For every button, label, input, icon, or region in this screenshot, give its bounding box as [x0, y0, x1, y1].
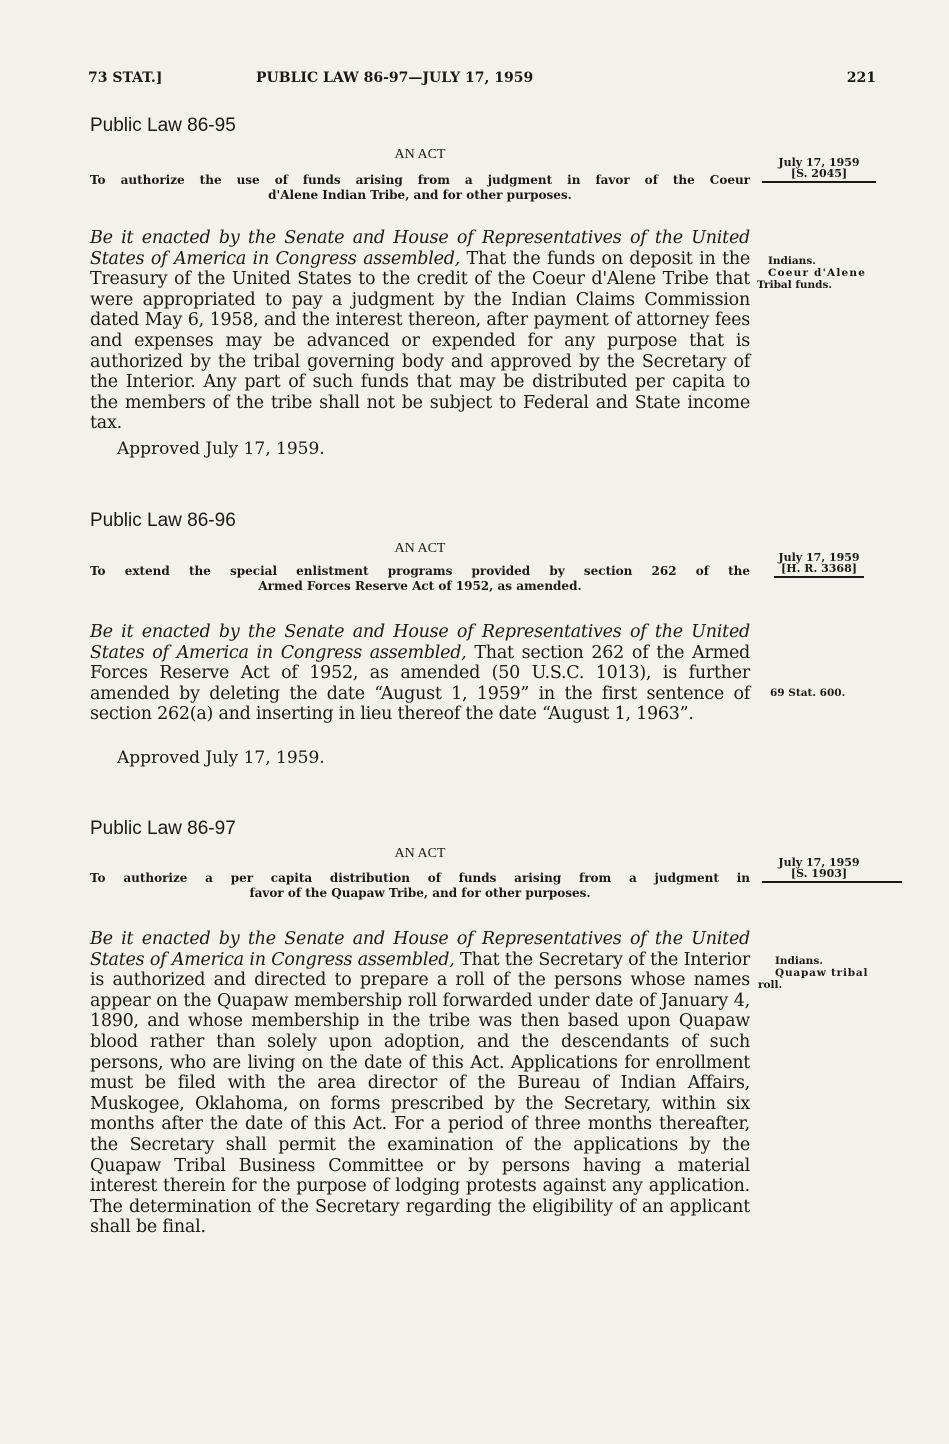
margin-note-line: Coeur d'Alene	[768, 267, 867, 279]
purpose-86-96	[90, 564, 750, 594]
purpose-line-1: To extend the special enlistment programs provided by section 262 of the	[90, 564, 750, 578]
margin-note-line: Tribal funds.	[757, 279, 833, 291]
body-86-97	[90, 929, 750, 1238]
purpose-line-2: favor of the Quapaw Tribe, and for other purposes.	[249, 886, 591, 900]
body-text: That section 262 of the Armed Forces Reserve Act of 1952, as amended (50 U.S.C. 1013), is further amended by deleting the date “August 1, 1959” in the first sentence of section 262(a) and inserting in lieu thereof the date “August 1, 1963”.	[90, 642, 750, 725]
enacting-clause: Be it enacted by the Senate and House of Representatives of the United States of America in Congress assembled,	[90, 929, 750, 970]
margin-note-86-97	[758, 955, 869, 991]
purpose-line-1: To authorize the use of funds arising from a judgment in favor of the Coeur	[90, 173, 750, 187]
approved-86-96: Approved July 17, 1959.	[117, 748, 325, 768]
date-note-date: July 17, 1959	[778, 551, 860, 564]
enacting-clause: Be it enacted by the Senate and House of Representatives of the United States of America in Congress assembled,	[90, 228, 750, 269]
body-86-95	[90, 228, 750, 434]
margin-note-86-96: 69 Stat. 600.	[770, 687, 846, 699]
purpose-line-2: Armed Forces Reserve Act of 1952, as amended.	[258, 579, 582, 593]
page-number: 221	[846, 70, 876, 86]
an-act-heading-86-95: AN ACT	[394, 147, 446, 162]
date-note-date: July 17, 1959	[778, 156, 860, 169]
date-note-86-97	[762, 857, 876, 883]
date-note-rule	[774, 576, 864, 578]
purpose-line-2: d'Alene Indian Tribe, and for other purposes.	[268, 188, 572, 202]
margin-note-line: Quapaw tribal	[775, 967, 869, 979]
date-note-86-96	[762, 552, 876, 578]
an-act-heading-86-96: AN ACT	[394, 541, 446, 556]
body-text: That the Secretary of the Interior is authorized and directed to prepare a roll of the persons whose names appear on the Quapaw membership roll forwarded under date of January 4, 1890, and whose membership in the tribe was then based upon Quapaw blood rather than solely upon adoption, and the descendants of such persons, who are living on the date of this Act. Applications for enrollment must be filed with the area director of the Bureau of Indian Affairs, Muskogee, Oklahoma, on forms prescribed by the Secretary, within six months after the date of this Act. For a period of three months thereafter, the Secretary shall permit the examination of the applications by the Quapaw Tribal Business Committee or by persons having a material interest therein for the purpose of lodging protests against any application. The determination of the Secretary regarding the eligibility of an applicant shall be final.	[90, 949, 751, 1238]
date-note-bill: [H. R. 3368]	[781, 562, 857, 575]
approved-86-95: Approved July 17, 1959.	[117, 439, 325, 459]
purpose-line-1: To authorize a per capita distribution of funds arising from a judgment in	[90, 871, 750, 885]
running-title: PUBLIC LAW 86-97—JULY 17, 1959	[256, 70, 534, 86]
law-title-86-97: Public Law 86-97	[90, 818, 236, 839]
date-note-rule	[762, 881, 902, 883]
body-86-96	[90, 622, 750, 725]
an-act-heading-86-97: AN ACT	[394, 846, 446, 861]
margin-note-86-95	[757, 255, 867, 291]
volume-citation: 73 STAT.]	[88, 70, 163, 86]
date-note-86-95	[762, 157, 876, 183]
purpose-86-95	[90, 173, 750, 203]
date-note-date: July 17, 1959	[778, 856, 860, 869]
date-note-bill: [S. 1903]	[790, 867, 848, 880]
body-text: That the funds on deposit in the Treasury of the United States to the credit of the Coeur d'Alene Tribe that were appropriated to pay a judgment by the Indian Claims Commission dated May 6, 1958, and the interest thereon, after payment of attorney fees and expenses may be advanced or expended for any purpose that is authorized by the tribal governing body and approved by the Secretary of the Interior. Any part of such funds that may be distributed per capita to the members of the tribe shall not be subject to Federal and State income tax.	[90, 248, 751, 434]
date-note-rule	[762, 181, 876, 183]
law-title-86-95: Public Law 86-95	[90, 115, 236, 136]
margin-note-line: Indians.	[775, 955, 823, 967]
enacting-clause: Be it enacted by the Senate and House of Representatives of the United States of America in Congress assembled,	[90, 622, 750, 663]
margin-note-line: roll.	[758, 979, 783, 991]
law-title-86-96: Public Law 86-96	[90, 510, 236, 531]
purpose-86-97	[90, 871, 750, 901]
date-note-bill: [S. 2045]	[790, 167, 848, 180]
margin-note-line: Indians.	[768, 255, 816, 267]
